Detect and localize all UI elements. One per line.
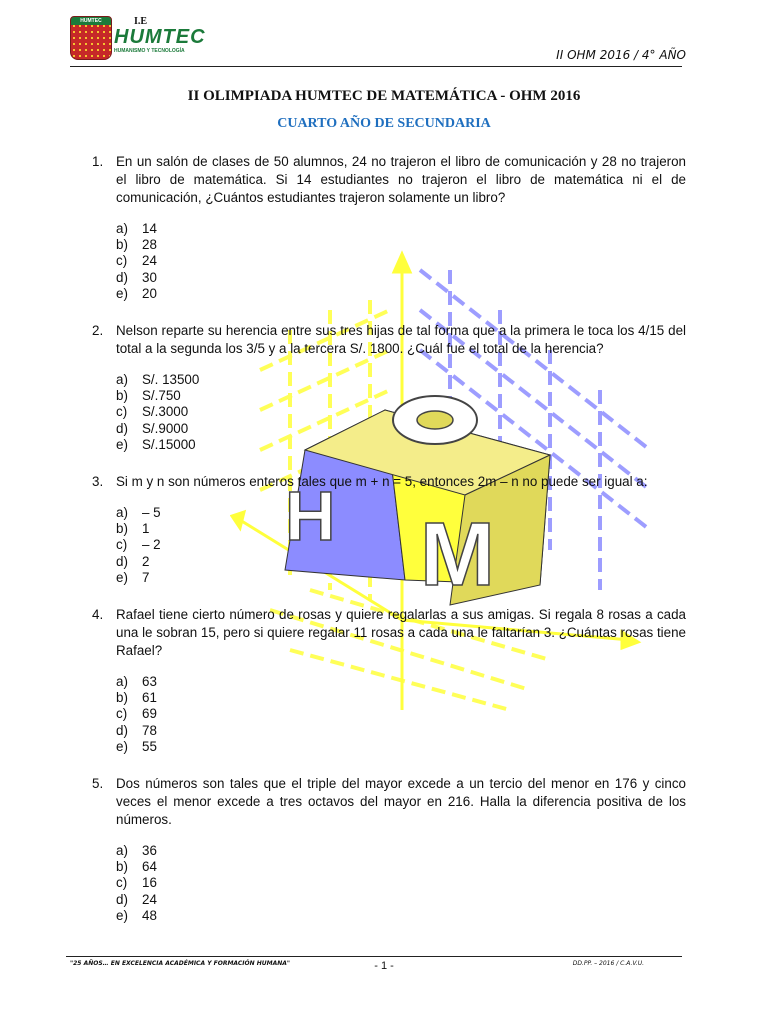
- answer-option: e) 48: [116, 907, 157, 923]
- answer-option: b) S/.750: [116, 388, 181, 404]
- question-number: 5.: [92, 776, 104, 792]
- question-text: En un salón de clases de 50 alumnos, 24 no trajeron el libro de comunicación y 28 no trajeron el libro de matemática. Si 14 estudiantes no trajeron el libro de matemática ni el de comunicación, ¿Cuántos estudiantes trajeron solamente un libro?: [116, 154, 686, 205]
- answer-option: a) 63: [116, 674, 157, 690]
- question-number: 4.: [92, 607, 104, 623]
- question-1: [92, 153, 686, 302]
- question-list: [92, 153, 686, 944]
- answer-option: a) 14: [116, 221, 157, 236]
- question-5: [92, 775, 686, 924]
- logo-subtitle: HUMANISMO Y TECNOLOGÍA: [114, 48, 185, 54]
- answer-options: [116, 674, 686, 755]
- answer-options: [116, 505, 686, 586]
- answer-option: e) 20: [116, 285, 157, 301]
- footer-credit: DD.PP. – 2016 / C.A.V.U.: [572, 960, 644, 967]
- answer-option: c) – 2: [116, 537, 161, 553]
- answer-option: e) 55: [116, 738, 157, 754]
- answer-option: c) 16: [116, 875, 157, 891]
- question-number: 2.: [92, 323, 104, 339]
- answer-option: e) 7: [116, 569, 150, 585]
- answer-option: d) S/.9000: [116, 420, 189, 436]
- header-divider: [70, 66, 682, 67]
- answer-option: b) 1: [116, 521, 150, 537]
- answer-option: a) – 5: [116, 505, 161, 521]
- logo-name: HUMTEC: [114, 26, 206, 48]
- question-number: 1.: [92, 154, 104, 169]
- school-crest-icon: [70, 16, 112, 60]
- logo-ie: I.E: [134, 16, 148, 27]
- answer-option: d) 78: [116, 722, 157, 738]
- question-text: Si m y n son números enteros tales que m + n = 5, entonces 2m – n no puede ser igual a:: [116, 474, 648, 490]
- question-text: Dos números son tales que el triple del mayor excede a un tercio del menor en 176 y cinco veces el menor excede a tres octavos del mayor en 216. Halla la diferencia positiva de los números.: [116, 776, 686, 828]
- footer-divider: [66, 956, 682, 957]
- answer-option: d) 2: [116, 553, 150, 569]
- header-exam-label: II OHM 2016 / 4° AÑO: [556, 48, 686, 62]
- footer-motto: "25 AÑOS… EN EXCELENCIA ACADÉMICA Y FORMACIÓN HUMANA": [70, 960, 291, 967]
- answer-option: b) 28: [116, 237, 157, 253]
- answer-option: a) S/. 13500: [116, 372, 200, 388]
- question-number: 3.: [92, 474, 104, 490]
- watermark-letter-h: H: [285, 477, 336, 555]
- answer-options: [116, 372, 686, 453]
- question-4: [92, 606, 686, 755]
- answer-option: a) 36: [116, 843, 157, 859]
- crest-band: HUMTEC: [71, 17, 111, 25]
- answer-option: d) 24: [116, 891, 157, 907]
- question-2: [92, 322, 686, 453]
- question-text: Nelson reparte su herencia entre sus tres hijas de tal forma que a la primera le toca los 4/15 del total a la segunda los 3/5 y a la tercera S/. 1800. ¿Cuál fue el total de la herencia?: [116, 323, 686, 357]
- answer-option: c) 69: [116, 706, 157, 722]
- answer-option: e) S/.15000: [116, 436, 196, 452]
- answer-option: d) 30: [116, 269, 157, 285]
- watermark-letter-m: M: [420, 505, 495, 605]
- answer-option: c) 24: [116, 253, 157, 269]
- page-title: II OLIMPIADA HUMTEC DE MATEMÁTICA - OHM 2016: [187, 88, 581, 104]
- question-3: [92, 473, 686, 586]
- answer-options: [116, 221, 686, 302]
- answer-options: [116, 843, 686, 924]
- page-number: - 1 -: [374, 960, 394, 972]
- answer-option: b) 64: [116, 859, 157, 875]
- answer-option: c) S/.3000: [116, 404, 189, 420]
- question-text: Rafael tiene cierto número de rosas y quiere regalarlas a sus amigas. Si regala 8 rosas a cada una le sobran 15, pero si quiere regalar 11 rosas a cada una le faltarían 3. ¿Cuántas rosas tiene Rafael?: [116, 607, 686, 659]
- answer-option: b) 61: [116, 690, 157, 706]
- school-logo: [70, 16, 206, 58]
- page-subtitle: CUARTO AÑO DE SECUNDARIA: [277, 116, 491, 131]
